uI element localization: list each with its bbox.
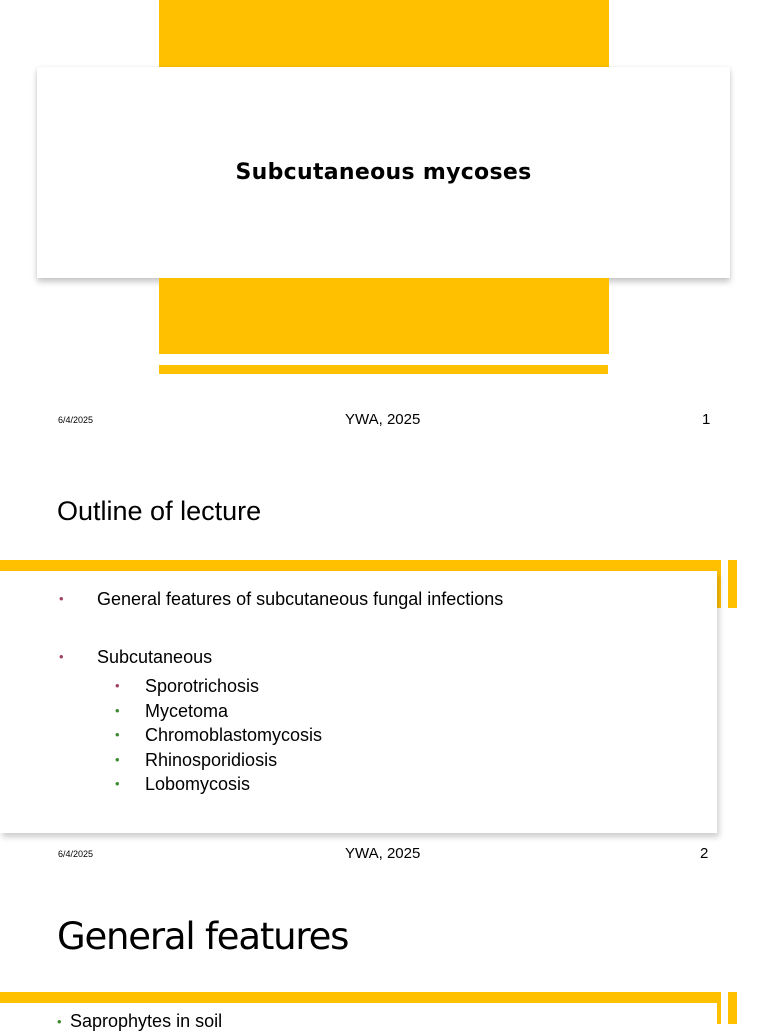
outline-bullet: General features of subcutaneous fungal infections [97, 589, 504, 609]
slide2-footer-text: YWA, 2025 [345, 845, 421, 862]
slide1-accent-stripe [159, 365, 608, 374]
outline-sub-item-label: Sporotrichosis [145, 676, 260, 696]
slide2-content-card [0, 571, 717, 833]
slide2-title: Outline of lecture [57, 496, 262, 526]
outline-sub-item-label: Chromoblastomycosis [145, 725, 323, 746]
slide1-footer-date: 6/4/2025 [58, 415, 94, 425]
slide3-accent-vertical-thick [728, 992, 737, 1024]
slide1-title-card [37, 67, 730, 278]
bullet-icon: • [115, 702, 120, 718]
slide3-bullet: Saprophytes in soil [70, 1011, 223, 1031]
slide2-footer-date: 6/4/2025 [58, 849, 94, 859]
bullet-icon: • [115, 751, 120, 767]
outline-sub-item-label: Mycetoma [145, 700, 229, 721]
outline-bullet: Subcutaneous [97, 647, 213, 667]
slide1-footer-text: YWA, 2025 [345, 411, 421, 428]
bullet-icon: • [115, 678, 120, 693]
bullet-icon: • [115, 727, 120, 743]
bullet-icon: • [59, 649, 64, 664]
bullet-icon: • [115, 776, 120, 792]
outline-sub-item-label: Rhinosporidiosis [145, 749, 278, 770]
slide3-accent-bar [0, 992, 721, 1003]
slide2-accent-bar [0, 560, 721, 571]
bullet-icon: • [57, 1014, 62, 1029]
slide1-accent-bar-top [159, 0, 609, 67]
slide1-page-number: 1 [702, 411, 711, 428]
slide1-accent-bar-bottom [159, 278, 609, 354]
bullet-icon: • [59, 591, 64, 606]
slide1-title: Subcutaneous mycoses [235, 160, 532, 185]
outline-sub-item-label: Lobomycosis [145, 774, 251, 795]
slide2-page-number: 2 [700, 845, 709, 862]
slide3-title: General features [57, 915, 349, 958]
slide2-accent-vertical-thick [728, 560, 737, 608]
